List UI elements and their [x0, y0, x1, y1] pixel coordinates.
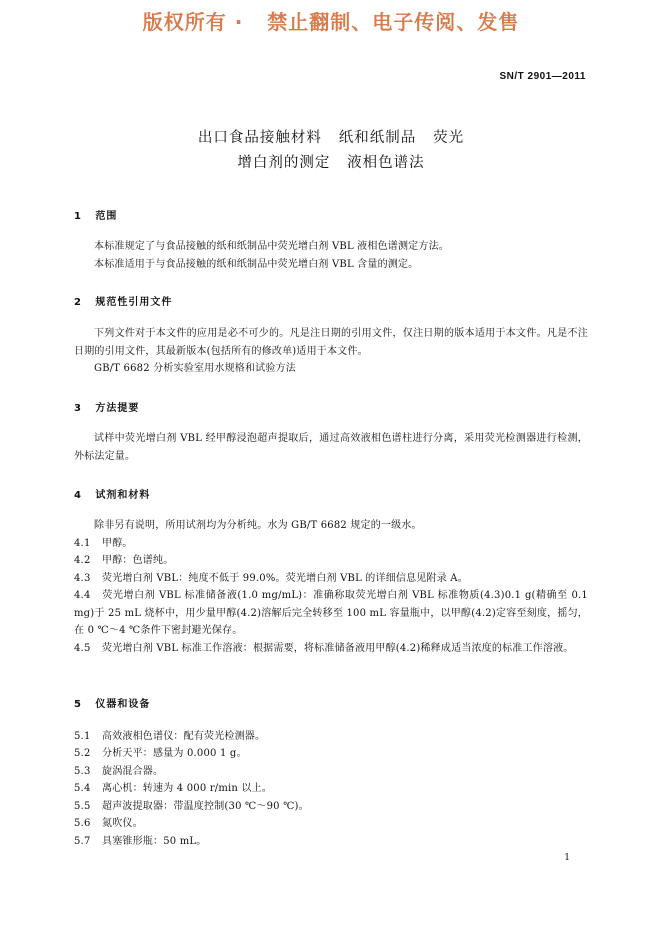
reagent-item	[74, 570, 588, 588]
title-line-1: 出口食品接触材料 纸和纸制品 荧光	[197, 130, 465, 146]
apparatus-item	[74, 815, 588, 833]
apparatus-item	[74, 798, 588, 816]
item-text: 甲醇。	[102, 538, 133, 549]
item-text: 氮吹仪。	[102, 818, 143, 829]
item-text: 超声波提取器：带温度控制(30 ℃～90 ℃)。	[102, 801, 309, 812]
page-number: 1	[564, 853, 570, 863]
item-text: 旋涡混合器。	[102, 766, 164, 777]
section-heading-scope: 1 范围	[74, 211, 118, 222]
scope-paragraph-2: 本标准适用于与食品接触的纸和纸制品中荧光增白剂 VBL 含量的测定。	[94, 259, 419, 270]
item-number: 4.5	[74, 643, 91, 654]
item-number: 5.4	[74, 783, 91, 794]
reagent-item	[74, 587, 588, 640]
item-text: 荧光增白剂 VBL 标准工作溶液：根据需要，将标准储备液用甲醇(4.2)稀释成适当浓度的标准工作溶液。	[102, 643, 574, 654]
reference-gb-t-6682: GB/T 6682 分析实验室用水规格和试验方法	[94, 363, 296, 374]
item-text: 甲醇：色谱纯。	[102, 555, 174, 566]
item-number: 4.4	[74, 590, 91, 601]
item-text: 具塞锥形瓶：50 mL。	[102, 836, 207, 847]
method-summary-paragraph: 试样中荧光增白剂 VBL 经甲醇浸泡超声提取后，通过高效液相色谱柱进行分离，采用荧光检测器进行检测，外标法定量。	[74, 433, 588, 462]
references-paragraph: 下列文件对于本文件的应用是必不可少的。凡是注日期的引用文件，仅注日期的版本适用于本文件。凡是不注日期的引用文件，其最新版本(包括所有的修改单)适用于本文件。	[74, 328, 588, 357]
copyright-watermark: 版权所有 · 禁止翻制、电子传阅、发售	[142, 10, 520, 34]
item-number: 5.6	[74, 818, 91, 829]
item-text: 离心机：转速为 4 000 r/min 以上。	[102, 783, 273, 794]
reagents-intro: 除非另有说明，所用试剂均为分析纯。水为 GB/T 6682 规定的一级水。	[94, 520, 422, 531]
reagent-item	[74, 640, 588, 658]
section-heading-method-summary: 3 方法提要	[74, 403, 140, 414]
title-line-2: 增白剂的测定 液相色谱法	[237, 155, 425, 171]
section-heading-apparatus: 5 仪器和设备	[74, 699, 151, 710]
apparatus-item	[74, 763, 588, 781]
standard-code: SN/T 2901—2011	[499, 71, 586, 82]
reagent-item	[74, 535, 588, 553]
item-text: 高效液相色谱仪：配有荧光检测器。	[102, 731, 266, 742]
apparatus-item	[74, 780, 588, 798]
apparatus-item	[74, 833, 588, 851]
item-number: 5.2	[74, 748, 91, 759]
apparatus-item	[74, 728, 588, 746]
scope-paragraph-1: 本标准规定了与食品接触的纸和纸制品中荧光增白剂 VBL 液相色谱测定方法。	[94, 241, 449, 252]
item-number: 5.7	[74, 836, 91, 847]
section-heading-reagents: 4 试剂和材料	[74, 490, 151, 501]
apparatus-item	[74, 745, 588, 763]
reagent-item	[74, 552, 588, 570]
item-number: 4.2	[74, 555, 91, 566]
item-number: 5.1	[74, 731, 91, 742]
section-heading-normative-references: 2 规范性引用文件	[74, 297, 173, 308]
item-text: 分析天平：感量为 0.000 1 g。	[102, 748, 247, 759]
item-text: 荧光增白剂 VBL：纯度不低于 99.0%。荧光增白剂 VBL 的详细信息见附录 A。	[102, 573, 468, 584]
item-number: 5.3	[74, 766, 91, 777]
item-number: 4.3	[74, 573, 91, 584]
document-title	[0, 126, 662, 176]
item-text: 荧光增白剂 VBL 标准储备液(1.0 mg/mL)：准确称取荧光增白剂 VBL 标准物质(4.3)0.1 g(精确至 0.1 mg)于 25 mL 烧杯中，用少量甲醇(4.2)溶解后完全转移至 100 mL 容量瓶中，以甲醇(4.2)定容至刻度，摇匀，在 0 ℃～4 ℃条件下密封避光保存。	[74, 590, 588, 636]
item-number: 5.5	[74, 801, 91, 812]
item-number: 4.1	[74, 538, 91, 549]
